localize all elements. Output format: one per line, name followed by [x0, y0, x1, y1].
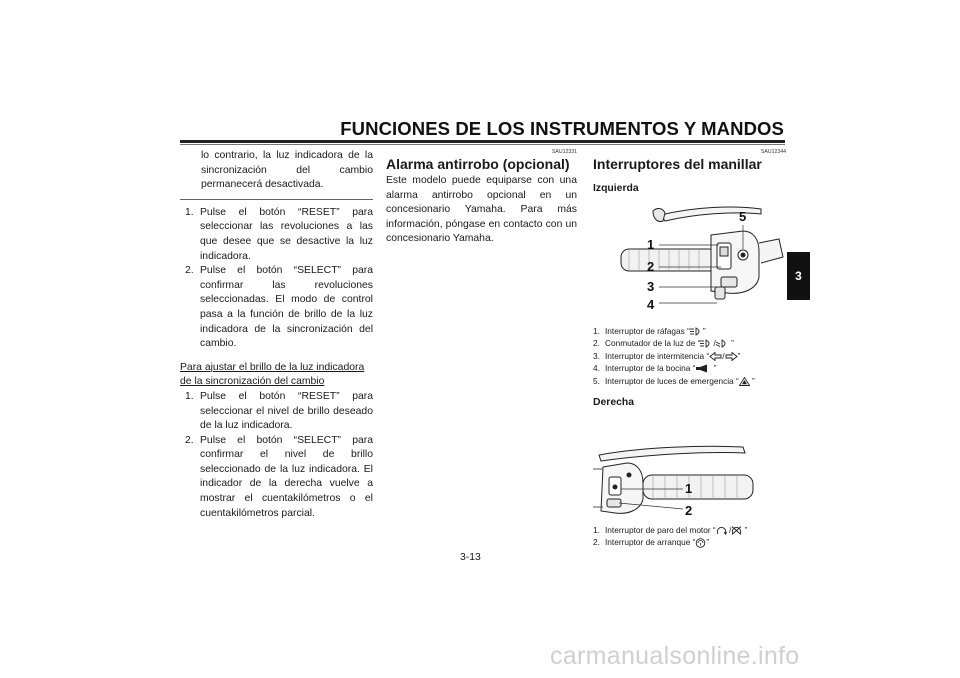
caption-item: 1. Interruptor de paro del motor “ / ” — [593, 524, 748, 535]
hazard-icon — [739, 377, 750, 386]
item-text: Pulse el botón “SELECT” para confirmar el nivel de brillo seleccionado de la luz indicadora. El indicador de la derecha vuelve a mostrar el cuentakilómetros o el cuentakilómetros parcial. — [200, 434, 373, 519]
item-text: Interruptor de la bocina “ — [605, 363, 696, 374]
item-number: 3. — [593, 350, 600, 361]
headlight-high-icon — [700, 339, 713, 348]
page-number: 3-13 — [460, 552, 481, 563]
callout-label: 3 — [647, 278, 655, 294]
horn-icon — [695, 364, 711, 373]
left-switches-label: Izquierda — [593, 183, 639, 194]
item-text: Interruptor de luces de emergencia “ — [605, 375, 739, 386]
item-number: 1. — [593, 325, 600, 336]
left-switches-caption — [593, 325, 786, 388]
right-handlebar-illustration — [593, 417, 786, 521]
item-text: Pulse el botón “SELECT” para confirmar las revoluciones seleccionadas. El modo de control pasa a la función de brillo de la luz indicadora de la sincronización del cambio. — [200, 265, 373, 350]
section-code: SAU12344 — [760, 149, 786, 155]
page-title: FUNCIONES DE LOS INSTRUMENTOS Y MANDOS — [340, 118, 784, 139]
item-text: Interruptor de intermitencia “ — [605, 350, 710, 361]
list-item — [180, 206, 373, 264]
item-number: 2. — [593, 338, 600, 349]
subheading: Para ajustar el brillo de la luz indicadora de la sincronización del cambio — [180, 361, 365, 388]
item-number: 2. — [185, 434, 194, 446]
callout-label: 1 — [647, 236, 655, 252]
right-switches-caption — [593, 524, 786, 549]
list-item — [180, 264, 373, 352]
item-number: 4. — [593, 363, 600, 374]
caption-item — [593, 325, 786, 338]
column-middle — [386, 149, 577, 247]
start-icon — [695, 538, 706, 548]
engine-run-icon — [716, 526, 727, 535]
item-number: 2. — [593, 537, 600, 548]
header-rule — [180, 140, 785, 143]
item-text: Interruptor de arranque “ — [605, 537, 696, 548]
item-text: ” — [728, 338, 734, 349]
callout-label: 1 — [685, 480, 693, 496]
item-text: ” — [706, 537, 710, 548]
callout-label: 2 — [647, 258, 655, 274]
header-rule-thin — [180, 144, 785, 145]
item-text: Interruptor de paro del motor “ — [605, 524, 716, 535]
separator-rule — [180, 199, 373, 200]
turn-right-icon — [725, 352, 738, 361]
section-heading: Alarma antirrobo (opcional) — [386, 156, 570, 172]
right-switches-label: Derecha — [593, 397, 635, 409]
item-number: 1. — [185, 390, 194, 402]
caption-item: 3. Interruptor de intermitencia “ / ” — [593, 350, 741, 361]
item-number: 2. — [185, 265, 194, 277]
item-number: 1. — [593, 524, 600, 535]
list-item — [180, 434, 373, 522]
turn-left-icon — [709, 352, 722, 361]
item-number: 1. — [185, 206, 194, 218]
item-text: Interruptor de ráfagas “ — [605, 325, 690, 336]
caption-item: 2. Conmutador de la luz de “ / ” — [593, 338, 734, 349]
left-handlebar-illustration — [593, 199, 786, 319]
item-text: ” — [711, 363, 717, 374]
caption-item — [593, 362, 786, 375]
item-number: 5. — [593, 375, 600, 386]
item-text: Pulse el botón “RESET” para seleccionar las revoluciones a las que desee que se desactive la luz indicadora. — [200, 206, 373, 262]
column-left — [180, 149, 373, 521]
headlight-high-icon — [690, 327, 703, 336]
callout-label: 5 — [739, 208, 747, 224]
chapter-tab: 3 — [787, 252, 810, 300]
list-item — [180, 390, 373, 434]
item-text: ” — [749, 375, 755, 386]
callout-label: 4 — [647, 296, 655, 312]
section-body: Este modelo puede equiparse con una alarma antirrobo opcional en un concesionario Yamaha. Para más información, póngase en contacto con un concesionario Yamaha. — [386, 175, 577, 245]
item-text: ” — [702, 325, 706, 336]
caption-item — [593, 375, 786, 388]
item-text: Conmutador de la luz de “ — [605, 338, 701, 349]
item-text: ” — [737, 350, 741, 361]
callout-label: 2 — [685, 502, 693, 518]
headlight-low-icon — [716, 339, 729, 348]
caption-item — [593, 536, 786, 549]
watermark: carmanualsonline.info — [550, 642, 800, 670]
item-text: Pulse el botón “RESET” para seleccionar el nivel de brillo deseado de la luz indicadora. — [200, 390, 373, 432]
continuation-text: lo contrario, la luz indicadora de la sincronización del cambio permanecerá desactivada. — [201, 150, 373, 191]
item-text: ” — [742, 524, 748, 535]
section-code: SAU12331 — [551, 149, 577, 155]
engine-stop-icon — [731, 526, 742, 535]
column-right — [593, 149, 786, 549]
section-heading: Interruptores del manillar — [593, 156, 762, 172]
